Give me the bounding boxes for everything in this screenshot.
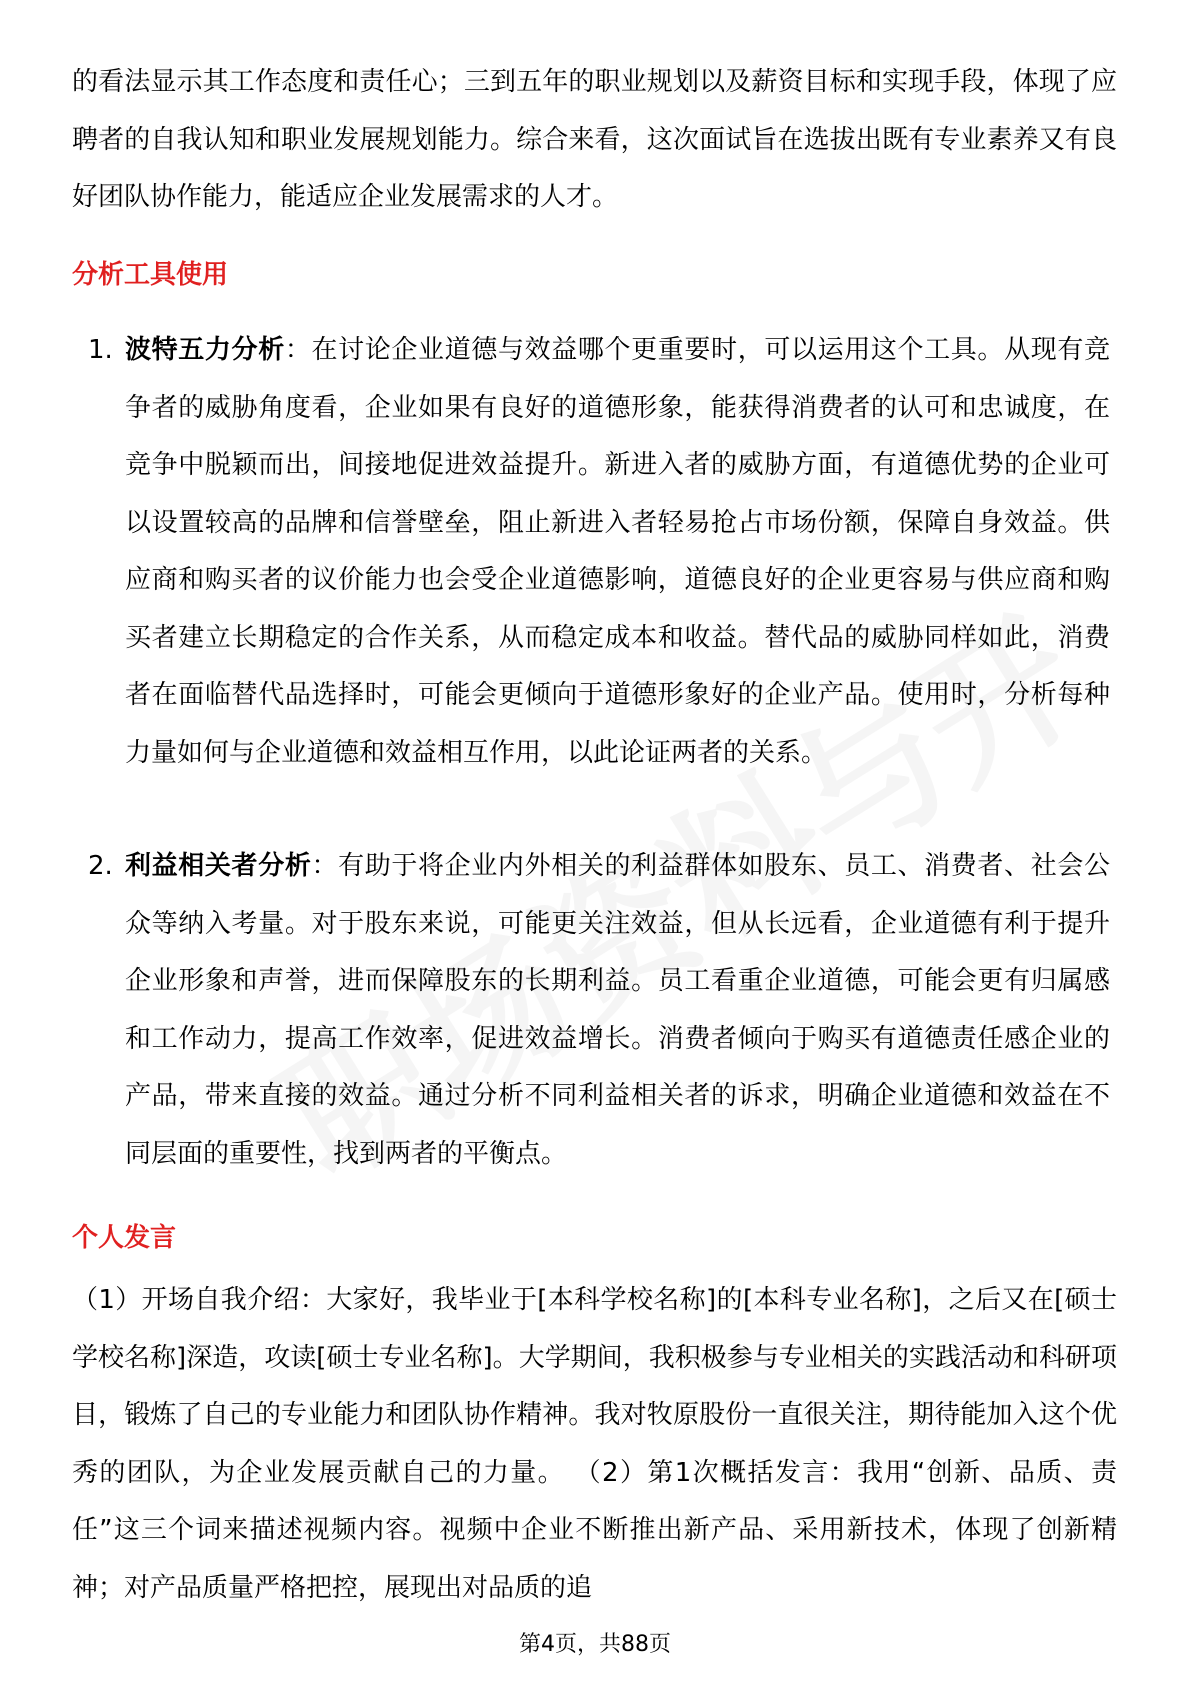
list-item-text: ：有助于将企业内外相关的利益群体如股东、员工、消费者、社会公众等纳入考量。对于股东来说，可能更关注效益，但从长远看，企业道德有利于提升企业形象和声誉，进而保障股东的长期利益。员工看重企业道德，可能会更有归属感和工作动力，提高工作效率，促进效益增长。消费者倾向于购买有道德责任感企业的产品，带来直接的效益。通过分析不同利益相关者的诉求，明确企业道德和效益在不同层面的重要性，找到两者的平衡点。 — [125, 851, 1110, 1169]
list-item-title: 利益相关者分析 — [125, 851, 312, 881]
intro-paragraph: 的看法显示其工作态度和责任心；三到五年的职业规划以及薪资目标和实现手段，体现了应聘者的自我认知和职业发展规划能力。综合来看，这次面试旨在选拔出既有专业素养又有良好团队协作能力，能适应企业发展需求的人才。 — [72, 67, 1117, 212]
list-number: 2. — [88, 851, 113, 881]
list-item-body — [125, 838, 1110, 1183]
list-item-title: 波特五力分析 — [125, 335, 285, 365]
speech-paragraph: （1）开场自我介绍：大家好，我毕业于[本科学校名称]的[本科专业名称]，之后又在[硕士学校名称]深造，攻读[硕士专业名称]。大学期间，我积极参与专业相关的实践活动和科研项目，锻炼了自己的专业能力和团队协作精神。我对牧原股份一直很关注，期待能加入这个优秀的团队，为企业发展贡献自己的力量。 （2）第1次概括发言：我用“创新、品质、责任”这三个词来描述视频内容。视频中企业不断推出新产品、采用新技术，体现了创新精神；对产品质量严格把控，展现出对品质的追 — [72, 1285, 1117, 1603]
page-number-footer: 第4页，共88页 — [519, 1632, 671, 1657]
list-number: 1. — [88, 335, 113, 365]
list-item-text: ：在讨论企业道德与效益哪个更重要时，可以运用这个工具。从现有竞争者的威胁角度看，企业如果有良好的道德形象，能获得消费者的认可和忠诚度，在竞争中脱颖而出，间接地促进效益提升。新进入者的威胁方面，有道德优势的企业可以设置较高的品牌和信誉壁垒，阻止新进入者轻易抢占市场份额，保障自身效益。供应商和购买者的议价能力也会受企业道德影响，道德良好的企业更容易与供应商和购买者建立长期稳定的合作关系，从而稳定成本和收益。替代品的威胁同样如此，消费者在面临替代品选择时，可能会更倾向于道德形象好的企业产品。使用时，分析每种力量如何与企业道德和效益相互作用，以此论证两者的关系。 — [125, 335, 1110, 768]
section-heading-speech: 个人发言 — [72, 1223, 177, 1253]
list-item-body — [125, 322, 1110, 782]
section-heading-tools: 分析工具使用 — [72, 260, 229, 290]
